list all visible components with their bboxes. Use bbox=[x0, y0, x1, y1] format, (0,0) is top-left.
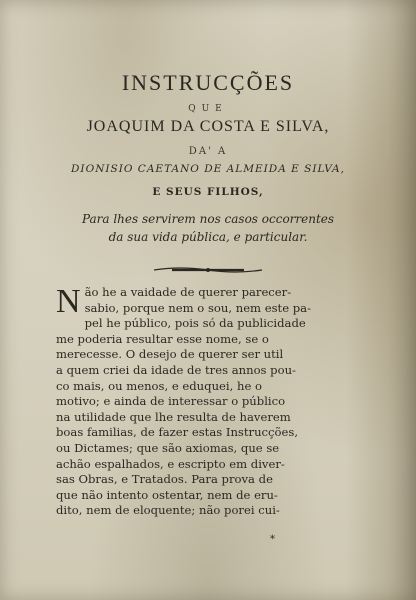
purpose-line-1: Para lhes servirem nos casos occorrentes bbox=[81, 212, 335, 226]
body-line: co mais, ou menos, e eduquei, he o bbox=[56, 378, 262, 393]
body-line: pel he público, pois só da publicidade bbox=[84, 316, 306, 331]
body-line: me poderia resultar esse nome, se o bbox=[56, 331, 269, 346]
que-line: QUE bbox=[188, 104, 228, 114]
page-mark: * bbox=[270, 534, 275, 545]
author-name: JOAQUIM DA COSTA E SILVA, bbox=[86, 118, 330, 135]
body-text bbox=[56, 285, 386, 519]
body-line: motivo; e ainda de interessar o público bbox=[56, 394, 286, 409]
purpose-line-2: da sua vida pública, e particular. bbox=[108, 230, 308, 244]
sons-line: E SEUS FILHOS, bbox=[152, 186, 264, 198]
recipient-name: DIONISIO CAETANO DE ALMEIDA E SILVA, bbox=[71, 163, 345, 175]
body-line: boas familias, de fazer estas Instrucções, bbox=[56, 425, 299, 440]
body-line: ão he a vaidade de querer parecer- bbox=[84, 285, 292, 299]
body-line: sabio, porque nem o sou, nem este pa- bbox=[84, 300, 311, 315]
body-line: na utilidade que lhe resulta de haverem bbox=[56, 409, 291, 424]
body-line: sas Obras, e Tratados. Para prova de bbox=[56, 472, 273, 487]
body-line: ou Dictames; que são axiomas, que se bbox=[56, 440, 280, 455]
ornamental-divider bbox=[152, 265, 264, 275]
page-title: INSTRUCÇÕES bbox=[121, 70, 295, 95]
da-line: DA' A bbox=[188, 146, 228, 157]
body-line: dito, nem de eloquente; não porei cui- bbox=[56, 503, 280, 518]
body-line: merecesse. O desejo de querer ser util bbox=[56, 347, 284, 362]
body-line: que não intento ostentar, nem de eru- bbox=[56, 487, 278, 502]
body-line: achão espalhados, e escripto em diver- bbox=[56, 456, 285, 471]
drop-cap: N bbox=[56, 283, 81, 320]
body-line: a quem criei da idade de tres annos pou- bbox=[56, 362, 296, 377]
purpose-text bbox=[0, 210, 416, 246]
